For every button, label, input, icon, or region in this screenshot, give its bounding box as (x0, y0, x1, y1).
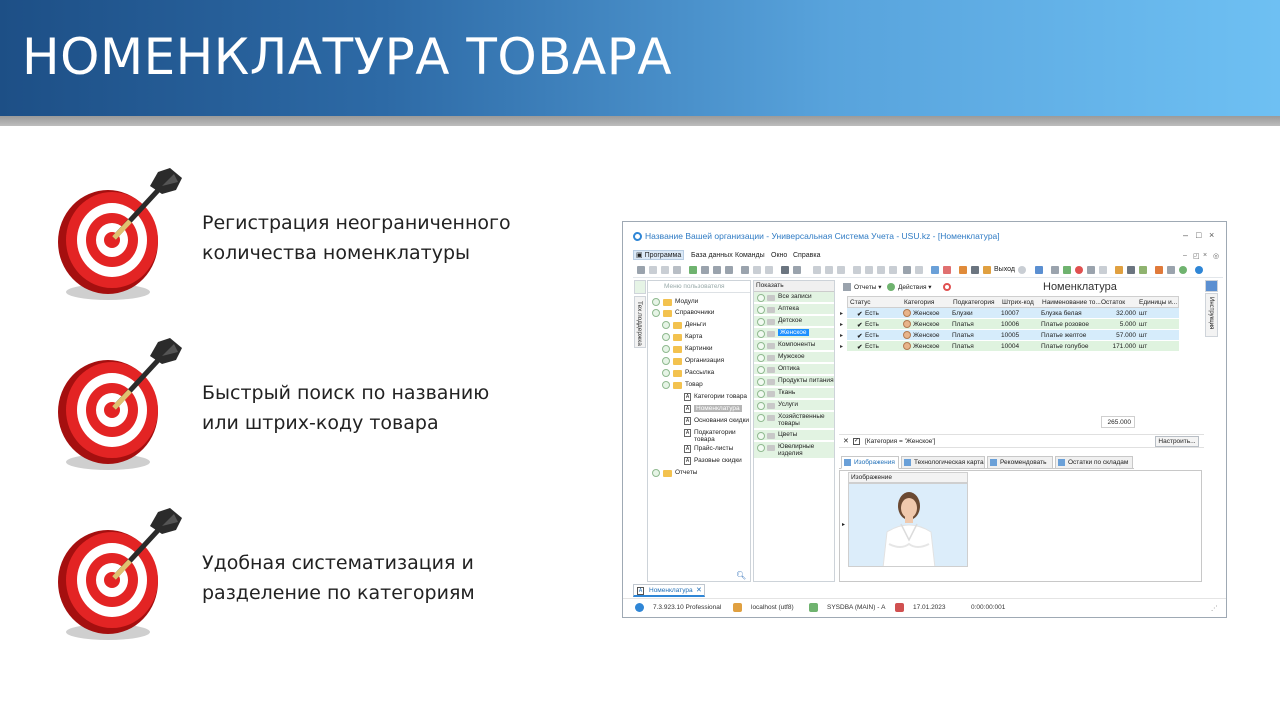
zoom-icon[interactable] (713, 266, 721, 274)
filter-checkbox[interactable]: ✓ (854, 438, 860, 444)
category-item[interactable]: Услуги (754, 400, 834, 411)
current-row-icon: ▸ (840, 311, 844, 317)
panel-title: Номенклатура (1043, 281, 1117, 293)
search-icon[interactable]: 🔍︎ (736, 571, 747, 580)
window-titlebar (623, 222, 1226, 250)
expand-panel-icon[interactable] (1205, 280, 1218, 292)
status-bar (623, 598, 1226, 617)
category-item[interactable]: Ювелирные изделия (754, 442, 834, 459)
close-tab-icon[interactable]: ✕ (696, 587, 702, 594)
calendar-icon (895, 603, 904, 612)
window-icon[interactable] (931, 266, 939, 274)
reports-button[interactable]: Отчеты ▾ (854, 284, 882, 291)
filter-expression[interactable]: [Категория = 'Женское'] (865, 438, 936, 445)
filter-clear-icon[interactable] (753, 266, 761, 274)
bullet-text (202, 548, 562, 608)
bullet-line: разделение по категориям (202, 582, 475, 604)
close-button[interactable]: × (1209, 230, 1215, 240)
category-item[interactable]: Оптика (754, 364, 834, 375)
chart-icon[interactable] (1063, 266, 1071, 274)
tree-header (648, 281, 750, 293)
nomenclature-panel (839, 280, 1204, 582)
document-icon: A (685, 458, 690, 464)
avatar-icon (903, 331, 911, 339)
expand-icon[interactable] (652, 469, 660, 477)
folder-icon (673, 370, 682, 377)
configure-filter-button[interactable]: Настроить... (1155, 436, 1199, 447)
expand-icon (757, 444, 765, 452)
bullet-text (202, 378, 562, 438)
nav-prev-icon[interactable] (865, 266, 873, 274)
document-tab-nomenclature[interactable]: A Номенклатура ✕ (633, 584, 705, 597)
expand-icon[interactable] (652, 298, 660, 306)
expand-icon[interactable] (662, 321, 670, 329)
table-row[interactable]: ✔ Есть Женское Платья 10006 Платье розовое 5.000 шт (847, 319, 1179, 330)
grid-icon[interactable] (1035, 266, 1043, 274)
menu-program[interactable]: ▣ Программа (633, 250, 684, 260)
maximize-button[interactable]: □ (1196, 230, 1202, 240)
menu-commands[interactable]: Команды (735, 252, 765, 259)
collapse-icon[interactable] (652, 309, 660, 317)
table-row[interactable]: ✔ Есть Женское Платья 10004 Платье голубое 171.000 шт (847, 341, 1179, 352)
expand-icon[interactable] (662, 357, 670, 365)
category-item[interactable]: Хозяйственные товары (754, 412, 834, 429)
vtab-label: Тех.поддержка (636, 301, 643, 346)
image-panel (839, 470, 1202, 582)
check-icon: ✔ (857, 344, 863, 351)
hdd-icon[interactable] (1167, 266, 1175, 274)
column-header[interactable]: Остаток (1101, 299, 1126, 306)
category-item-selected[interactable]: Женское (754, 328, 834, 339)
bullet-1 (50, 164, 570, 304)
upload-icon[interactable] (915, 266, 923, 274)
key-icon[interactable] (971, 266, 979, 274)
image-icon (844, 459, 851, 466)
calendar-icon[interactable] (943, 266, 951, 274)
actions-icon[interactable] (887, 283, 895, 291)
folder-icon (663, 470, 672, 477)
expand-icon (757, 306, 765, 314)
category-item[interactable]: Цветы (754, 430, 834, 441)
delete-icon[interactable] (673, 266, 681, 274)
expand-icon (757, 414, 765, 422)
column-icon[interactable] (825, 266, 833, 274)
expand-icon (757, 354, 765, 362)
gear-icon[interactable] (1139, 266, 1147, 274)
expand-icon (757, 342, 765, 350)
menu-window[interactable]: Окно (771, 252, 788, 259)
folder-icon (767, 379, 775, 385)
column-icon[interactable] (813, 266, 821, 274)
image-icon[interactable] (793, 266, 801, 274)
current-row-icon: ▸ (842, 522, 846, 528)
users-icon[interactable] (1127, 266, 1135, 274)
expand-icon[interactable] (662, 345, 670, 353)
report-icon[interactable] (843, 283, 851, 291)
bullet-text (202, 208, 562, 268)
lock-icon[interactable] (959, 266, 967, 274)
grid-header (847, 296, 1179, 308)
minimize-button[interactable]: – (1183, 230, 1189, 240)
folder-open-icon (663, 310, 672, 317)
menu-label: Программа (644, 252, 682, 259)
expand-icon[interactable] (662, 369, 670, 377)
bullet-line: Быстрый поиск по названию (202, 382, 490, 404)
tab-recommend[interactable]: Рекомендовать (987, 456, 1053, 469)
color-icon[interactable] (1075, 266, 1083, 274)
rss-icon[interactable] (1115, 266, 1123, 274)
flag-icon[interactable] (781, 266, 789, 274)
folder-icon (673, 346, 682, 353)
bullet-line: количества номенклатуры (202, 242, 471, 264)
app-version: 7.3.923.10 Professional (653, 604, 722, 611)
settings-icon[interactable] (1051, 266, 1059, 274)
copy-icon[interactable] (649, 266, 657, 274)
document-icon: A (685, 446, 690, 452)
tab-warehouse-stock[interactable]: Остатки по складам (1055, 456, 1133, 469)
folder-icon (767, 415, 775, 421)
document-icon: A (685, 418, 690, 424)
column-icon[interactable] (837, 266, 845, 274)
mdi-minimize-icon[interactable]: – (1183, 252, 1187, 259)
folder-icon (767, 355, 775, 361)
category-item[interactable]: Детское (754, 316, 834, 327)
folder-icon (767, 433, 775, 439)
print-icon[interactable] (637, 266, 645, 274)
detail-tabs (839, 456, 1134, 469)
info-icon (635, 603, 644, 612)
app-logo-icon (633, 232, 642, 241)
column-header[interactable]: Статус (850, 299, 871, 306)
folder-open-icon (673, 382, 682, 389)
current-date: 17.01.2023 (913, 604, 946, 611)
current-user: SYSDBA (MAIN) - А (827, 604, 886, 611)
recommend-icon (990, 459, 997, 466)
check-icon: ✔ (857, 322, 863, 329)
document-icon: A (638, 588, 643, 594)
folder-icon (767, 307, 775, 313)
database-icon (733, 603, 742, 612)
filter-icon[interactable] (741, 266, 749, 274)
check-icon: ✔ (857, 311, 863, 318)
category-item[interactable]: Все записи (754, 292, 834, 303)
tree-header-label: Меню пользователя (664, 283, 725, 290)
column-header[interactable]: Штрих-код (1002, 299, 1034, 306)
paste-icon[interactable] (661, 266, 669, 274)
actions-button[interactable]: Действия ▾ (898, 284, 932, 291)
folder-icon (767, 331, 775, 337)
tab-images[interactable]: Изображения (841, 456, 899, 469)
folder-icon (767, 295, 775, 301)
exit-icon[interactable] (983, 266, 991, 274)
play-icon[interactable] (1179, 266, 1187, 274)
menu-help[interactable]: Справка (793, 252, 821, 259)
window-title: Название Вашей организации - Универсальная Система Учета - USU.kz - [Номенклатура] (645, 231, 1000, 241)
bullet-3 (50, 504, 570, 644)
bullet-line: или штрих-коду товара (202, 412, 439, 434)
category-item[interactable]: Компоненты (754, 340, 834, 351)
collapse-icon[interactable] (662, 381, 670, 389)
help-circle-icon[interactable]: ◎ (1213, 253, 1220, 260)
expand-icon (757, 390, 765, 398)
product-photo (849, 484, 968, 567)
info-circle-icon[interactable] (1195, 266, 1203, 274)
exit-label[interactable]: Выход (994, 266, 1015, 273)
mdi-restore-icon[interactable]: ◰ (1193, 253, 1200, 260)
check-icon: ✔ (857, 333, 863, 340)
folder-icon (767, 343, 775, 349)
bullet-line: Удобная систематизация и (202, 552, 474, 574)
nomenclature-grid (839, 296, 1179, 352)
avatar-icon[interactable] (634, 280, 646, 294)
row-indicator-icon: ▸ (840, 333, 844, 339)
document-icon: A (685, 394, 690, 400)
warehouse-icon (1058, 459, 1065, 466)
expand-icon (757, 402, 765, 410)
vtab-instructions[interactable] (1205, 293, 1218, 337)
folder-icon (767, 367, 775, 373)
user-icon (809, 603, 818, 612)
category-item[interactable]: Продукты питания (754, 376, 834, 387)
target-icon (50, 334, 190, 474)
vtab-support[interactable] (634, 296, 646, 348)
table-row[interactable]: ✔ Есть Женское Платья 10005 Платье желтое 57.000 шт (847, 330, 1179, 341)
add-icon[interactable] (689, 266, 697, 274)
vtab-label: Инструкция (1208, 297, 1214, 330)
folder-icon (767, 319, 775, 325)
header-divider (0, 116, 1280, 126)
filter-bar (839, 434, 1204, 448)
folder-icon (767, 445, 775, 451)
column-header[interactable]: Категория (904, 299, 935, 306)
avatar-icon (903, 342, 911, 350)
user-icon[interactable] (903, 266, 911, 274)
avatar-icon (903, 309, 911, 317)
folder-icon (673, 358, 682, 365)
column-header[interactable]: Единицы и... (1139, 299, 1178, 306)
expand-icon (757, 318, 765, 326)
expand-icon (757, 432, 765, 440)
row-indicator-icon: ▸ (840, 344, 844, 350)
folder-icon (673, 334, 682, 341)
refresh-icon[interactable] (725, 266, 733, 274)
panel-toolbar (839, 280, 1204, 294)
bullet-line: Регистрация неограниченного (202, 212, 511, 234)
target-icon (50, 504, 190, 644)
column-header[interactable]: Подкатегория (953, 299, 995, 306)
tree-item-product-subcategories[interactable]: A Подкатегории товара (685, 429, 736, 443)
tab-tech-card[interactable]: Технологическая карта (901, 456, 985, 469)
slide-header (0, 0, 1280, 116)
menu-database[interactable]: База данных (691, 252, 733, 259)
expand-icon (757, 294, 765, 302)
card-icon (904, 459, 911, 466)
nav-next-icon[interactable] (877, 266, 885, 274)
document-icon: A (685, 430, 690, 436)
user-menu-tree: Меню пользователя Модули Справочники Деньги Карта Картинки Организация Рассылка Товар A Категории товара A Номенклатура A Основания скидки A Подкатегории товара A Прайс-листы A Разовые скидки Отчеты 🔍︎ (647, 280, 751, 582)
nav-first-icon[interactable] (853, 266, 861, 274)
db-connection: localhost (utf8) (751, 604, 794, 611)
bullet-2 (50, 334, 570, 474)
toolbar (633, 264, 1223, 278)
expand-icon (757, 366, 765, 374)
table-row[interactable]: ✔ Есть Женское Блузки 10007 Блузка белая 32.000 шт (847, 308, 1179, 319)
category-item[interactable]: Мужское (754, 352, 834, 363)
app-window (622, 221, 1227, 618)
expand-icon (757, 330, 765, 338)
camera-icon[interactable] (1087, 266, 1095, 274)
hand-icon[interactable] (1099, 266, 1107, 274)
table-icon[interactable] (1155, 266, 1163, 274)
folder-icon (767, 403, 775, 409)
expand-icon (757, 378, 765, 386)
image-column-header: Изображение (848, 472, 968, 483)
folder-icon (673, 322, 682, 329)
row-indicator-icon: ▸ (840, 322, 844, 328)
total-remaining: 265.000 (1101, 416, 1135, 428)
menu-bar (633, 250, 1223, 264)
clear-filter-icon[interactable]: ✕ (843, 438, 849, 445)
document-icon: A (685, 406, 690, 412)
info-icon[interactable] (1018, 266, 1026, 274)
resize-grip-icon[interactable]: ⋰ (1211, 605, 1218, 612)
nav-last-icon[interactable] (889, 266, 897, 274)
folder-icon (663, 299, 672, 306)
stop-icon[interactable] (943, 283, 951, 291)
group-icon[interactable] (765, 266, 773, 274)
folder-icon (767, 391, 775, 397)
search-icon[interactable] (701, 266, 709, 274)
mdi-close-icon[interactable]: × (1203, 252, 1208, 259)
category-list-header: Показать (754, 281, 834, 292)
expand-icon[interactable] (662, 333, 670, 341)
category-item[interactable]: Ткань (754, 388, 834, 399)
category-list (753, 280, 835, 582)
session-timer: 0:00:00:001 (971, 604, 1006, 611)
column-header[interactable]: Наименование то... (1042, 299, 1101, 306)
avatar-icon (903, 320, 911, 328)
category-item[interactable]: Аптека (754, 304, 834, 315)
product-image[interactable] (848, 483, 968, 567)
slide-title: НОМЕНКЛАТУРА ТОВАРА (22, 28, 673, 86)
target-icon (50, 164, 190, 304)
